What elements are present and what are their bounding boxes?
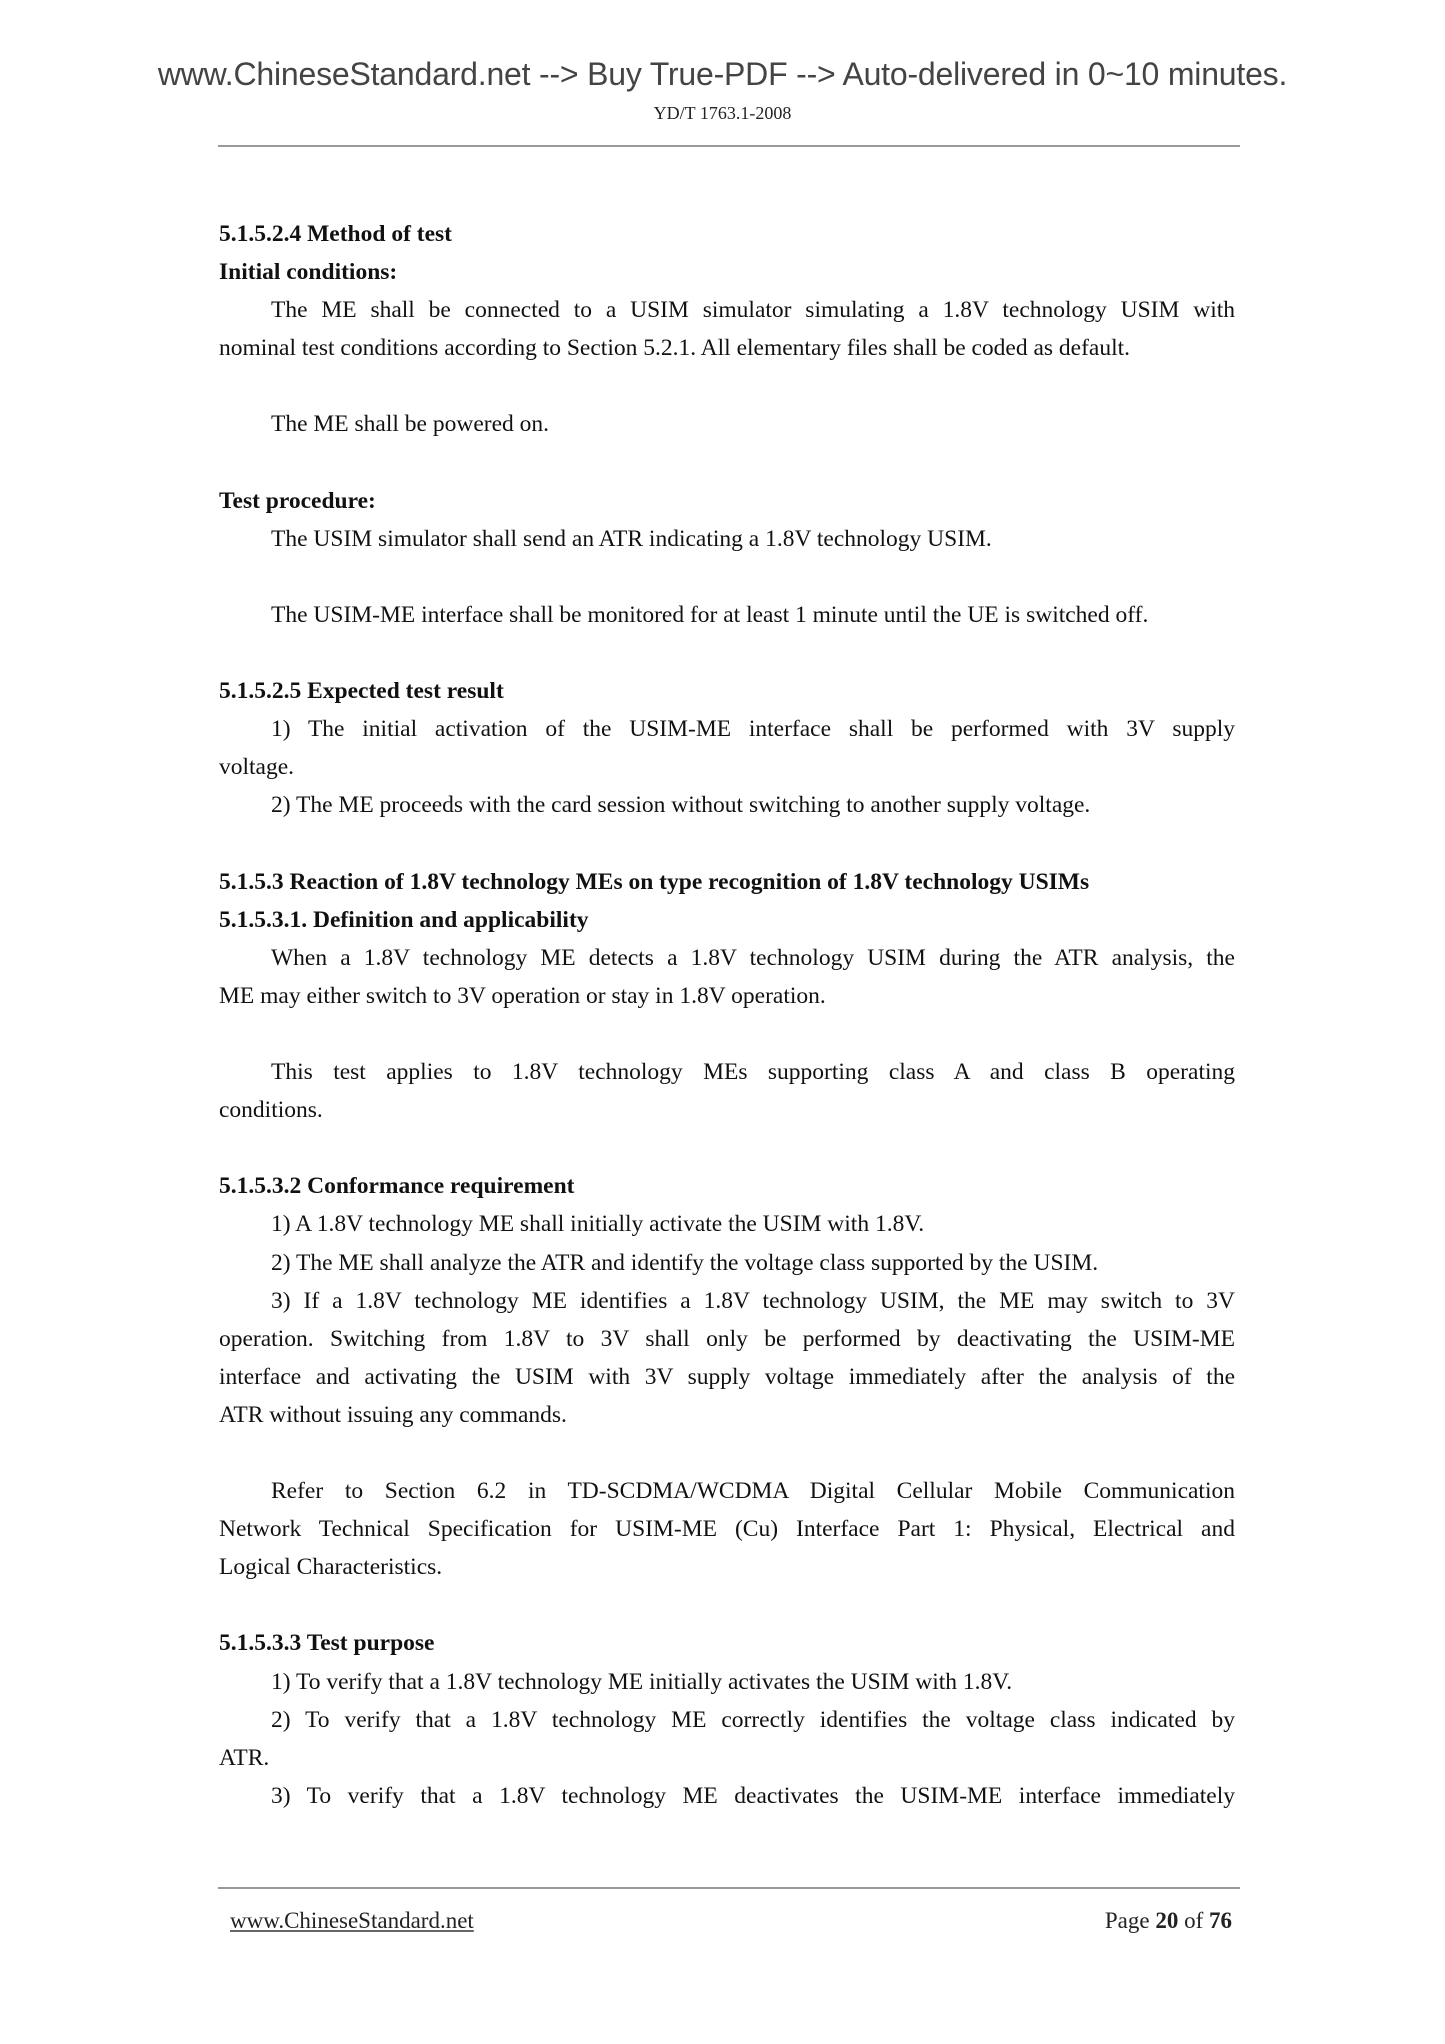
paragraph-line: 1) A 1.8V technology ME shall initially activate the USIM with 1.8V. — [271, 1211, 925, 1238]
section-heading — [219, 901, 1235, 939]
paragraph-line: 3) If a 1.8V technology ME identifies a 1.8V technology USIM, the ME may switch to 3V — [271, 1287, 1235, 1314]
paragraph-line: nominal test conditions according to Section 5.2.1. All elementary files shall be coded as default. — [219, 335, 1131, 362]
paragraph — [219, 1244, 1235, 1282]
paragraph — [219, 520, 1235, 558]
paragraph — [219, 596, 1235, 634]
of-label: of — [1184, 1908, 1204, 1933]
heading-text: 5.1.5.2.5 Expected test result — [219, 678, 504, 705]
paragraph-line: This test applies to 1.8V technology MEs supporting class A and class B operating — [271, 1059, 1235, 1086]
paragraph — [219, 1777, 1235, 1815]
paragraph-line: Logical Characteristics. — [219, 1554, 443, 1581]
paragraph-line: 3) To verify that a 1.8V technology ME deactivates the USIM-ME interface immediately — [271, 1782, 1235, 1809]
paragraph — [219, 1282, 1235, 1434]
section-heading — [219, 482, 1235, 520]
section-heading — [219, 863, 1235, 901]
current-page: 20 — [1155, 1908, 1179, 1933]
paragraph-line: The ME shall be powered on. — [271, 411, 550, 438]
paragraph-line: conditions. — [219, 1097, 323, 1124]
footer-divider — [218, 1887, 1240, 1889]
paragraph-line: 2) To verify that a 1.8V technology ME correctly identifies the voltage class indicated by — [271, 1706, 1235, 1733]
heading-text: 5.1.5.3.3 Test purpose — [219, 1630, 435, 1657]
paragraph-line: 1) The initial activation of the USIM-ME interface shall be performed with 3V supply — [271, 716, 1235, 743]
paragraph — [219, 405, 1235, 443]
paragraph — [219, 291, 1235, 367]
blank-line — [219, 558, 1235, 596]
paragraph — [219, 1053, 1235, 1129]
promo-banner[interactable]: www.ChineseStandard.net --> Buy True-PDF --> Auto-delivered in 0~10 minutes. — [157, 56, 1288, 92]
paragraph — [219, 1663, 1235, 1701]
blank-line — [219, 825, 1235, 863]
section-heading — [219, 672, 1235, 710]
heading-text: 5.1.5.3.2 Conformance requirement — [219, 1173, 575, 1200]
total-pages: 76 — [1209, 1908, 1232, 1933]
paragraph — [219, 1701, 1235, 1777]
paragraph-line: voltage. — [219, 754, 295, 781]
paragraph-line: The USIM simulator shall send an ATR indicating a 1.8V technology USIM. — [271, 525, 992, 552]
blank-line — [219, 634, 1235, 672]
paragraph-line: When a 1.8V technology ME detects a 1.8V technology USIM during the ATR analysis, the — [271, 944, 1235, 971]
section-heading — [219, 253, 1235, 291]
paragraph-line: The USIM-ME interface shall be monitored for at least 1 minute until the UE is switched off. — [271, 601, 1149, 628]
paragraph-line: operation. Switching from 1.8V to 3V shall only be performed by deactivating the USIM-ME — [219, 1325, 1235, 1352]
heading-text: Initial conditions: — [219, 259, 398, 286]
section-heading — [219, 1624, 1235, 1662]
page-label: Page — [1104, 1908, 1150, 1933]
paragraph — [219, 786, 1235, 824]
paragraph — [219, 939, 1235, 1015]
paragraph — [219, 710, 1235, 786]
paragraph-line: ATR. — [219, 1744, 270, 1771]
blank-line — [219, 1586, 1235, 1624]
blank-line — [219, 1434, 1235, 1472]
heading-text: 5.1.5.3 Reaction of 1.8V technology MEs on type recognition of 1.8V technology USIMs — [219, 868, 1090, 895]
footer-website-link[interactable]: www.ChineseStandard.net — [230, 1908, 474, 1933]
paragraph-line: The ME shall be connected to a USIM simulator simulating a 1.8V technology USIM with — [271, 297, 1235, 324]
paragraph-line: 2) The ME proceeds with the card session without switching to another supply voltage. — [271, 792, 1091, 819]
paragraph-line: 1) To verify that a 1.8V technology ME initially activates the USIM with 1.8V. — [271, 1668, 1013, 1695]
document-number: YD/T 1763.1-2008 — [653, 103, 792, 123]
section-heading — [219, 1167, 1235, 1205]
page-indicator — [1105, 1908, 1232, 1934]
document-body — [219, 215, 1235, 1815]
heading-text: 5.1.5.2.4 Method of test — [219, 221, 453, 247]
paragraph-line: Refer to Section 6.2 in TD-SCDMA/WCDMA Digital Cellular Mobile Communication — [271, 1478, 1235, 1505]
heading-text: 5.1.5.3.1. Definition and applicability — [219, 906, 589, 933]
paragraph-line: interface and activating the USIM with 3V supply voltage immediately after the analysis of the — [219, 1363, 1235, 1390]
paragraph-line: Network Technical Specification for USIM-ME (Cu) Interface Part 1: Physical, Electrical and — [219, 1516, 1235, 1543]
blank-line — [219, 444, 1235, 482]
paragraph-line: ME may either switch to 3V operation or stay in 1.8V operation. — [219, 982, 826, 1009]
paragraph — [219, 1205, 1235, 1243]
blank-line — [219, 367, 1235, 405]
blank-line — [219, 1129, 1235, 1167]
paragraph-line: ATR without issuing any commands. — [219, 1401, 567, 1428]
heading-text: Test procedure: — [219, 487, 376, 514]
header-divider — [218, 145, 1240, 147]
blank-line — [219, 1015, 1235, 1053]
paragraph — [219, 1472, 1235, 1586]
paragraph-line: 2) The ME shall analyze the ATR and identify the voltage class supported by the USIM. — [271, 1249, 1099, 1276]
section-heading — [219, 215, 1235, 253]
